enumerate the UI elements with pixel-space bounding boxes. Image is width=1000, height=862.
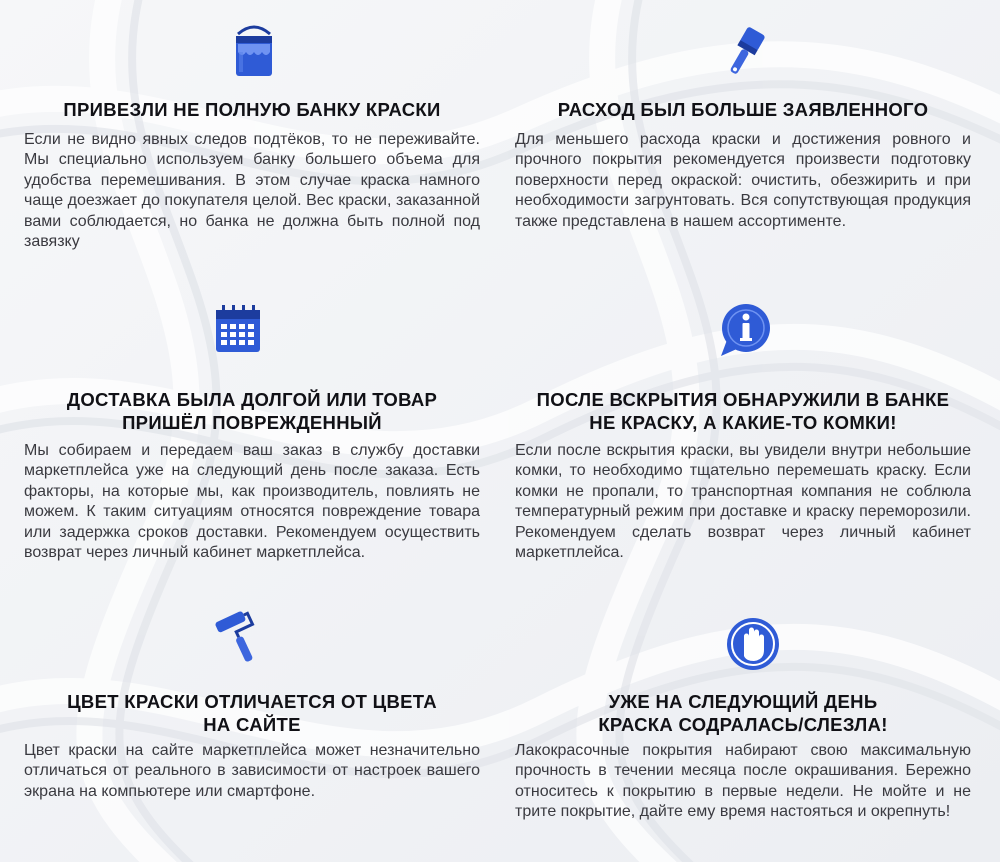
card-title-line: ЦВЕТ КРАСКИ ОТЛИЧАЕТСЯ ОТ ЦВЕТА xyxy=(67,691,437,712)
card-text: Для меньшего расхода краски и достижения ровного и прочного покрытия рекомендуется произвести подготовку поверхности перед окраской: очистить, обезжирить и при необходимости загрунтовать. Вся сопутствующая продукция также представлена в нашем ассортименте. xyxy=(515,131,971,230)
card-title xyxy=(515,690,971,736)
card-text: Лакокрасочные покрытия набирают свою максимальную прочность в течении месяца после окрашивания. Бережно относитесь к покрытию в первые недели. Не мойте и не трите покрытие, дайте ему время настояться и окрепнуть! xyxy=(515,742,971,821)
paint-can-icon xyxy=(224,22,284,82)
card-title: РАСХОД БЫЛ БОЛЬШЕ ЗАЯВЛЕННОГО xyxy=(557,99,929,120)
calendar-icon xyxy=(208,300,268,360)
card-title xyxy=(24,690,480,736)
card-text: Цвет краски на сайте маркетплейса может незначительно отличаться от реального в зависимости от настроек вашего экрана на компьютере или смартфоне. xyxy=(24,742,480,800)
info-bubble-icon xyxy=(715,300,775,360)
stop-hand-icon xyxy=(723,614,783,674)
card-title: ПРИВЕЗЛИ НЕ ПОЛНУЮ БАНКУ КРАСКИ xyxy=(63,99,441,120)
card-title-line: НЕ КРАСКУ, А КАКИЕ-ТО КОМКИ! xyxy=(589,412,897,433)
paint-roller-icon xyxy=(210,610,270,670)
card-title-line: ДОСТАВКА БЫЛА ДОЛГОЙ ИЛИ ТОВАР xyxy=(66,389,438,410)
card-title-line: КРАСКА СОДРАЛАСЬ/СЛЕЗЛА! xyxy=(598,714,888,735)
card-title xyxy=(515,388,971,434)
card-title-line: НА САЙТЕ xyxy=(203,714,301,735)
card-text: Мы собираем и передаем ваш заказ в службу доставки маркетплейса уже на следующий день после заказа. Есть факторы, на которые мы, как производитель, повлиять не можем. К таким ситуациям относятся повреждение товара или задержка сроков доставки. Рекомендуем осуществить возврат через личный кабинет маркетплейса. xyxy=(24,442,480,562)
paint-brush-icon xyxy=(715,22,775,82)
card-title-line: УЖЕ НА СЛЕДУЮЩИЙ ДЕНЬ xyxy=(608,691,878,712)
card-title-line: ПРИШЁЛ ПОВРЕЖДЕННЫЙ xyxy=(122,412,382,433)
card-text: Если не видно явных следов подтёков, то не переживайте. Мы специально используем банку большего объема для удобства перемешивания. В этом случае краска намного чаще доезжает до покупателя целой. Вес краски, заказанной вами соблюдается, но банка не должна быть полной под завязку xyxy=(24,131,480,251)
card-title xyxy=(24,388,480,434)
card-text: Если после вскрытия краски, вы увидели внутри небольшие комки, то необходимо тщательно перемешать краску. Если комки не пропали, то транспортная компания не соблюла температурный режим при доставке и краску переморозили. Рекомендуем сделать возврат через личный кабинет маркетплейса. xyxy=(515,442,971,562)
card-title-line: ПОСЛЕ ВСКРЫТИЯ ОБНАРУЖИЛИ В БАНКЕ xyxy=(536,389,950,410)
